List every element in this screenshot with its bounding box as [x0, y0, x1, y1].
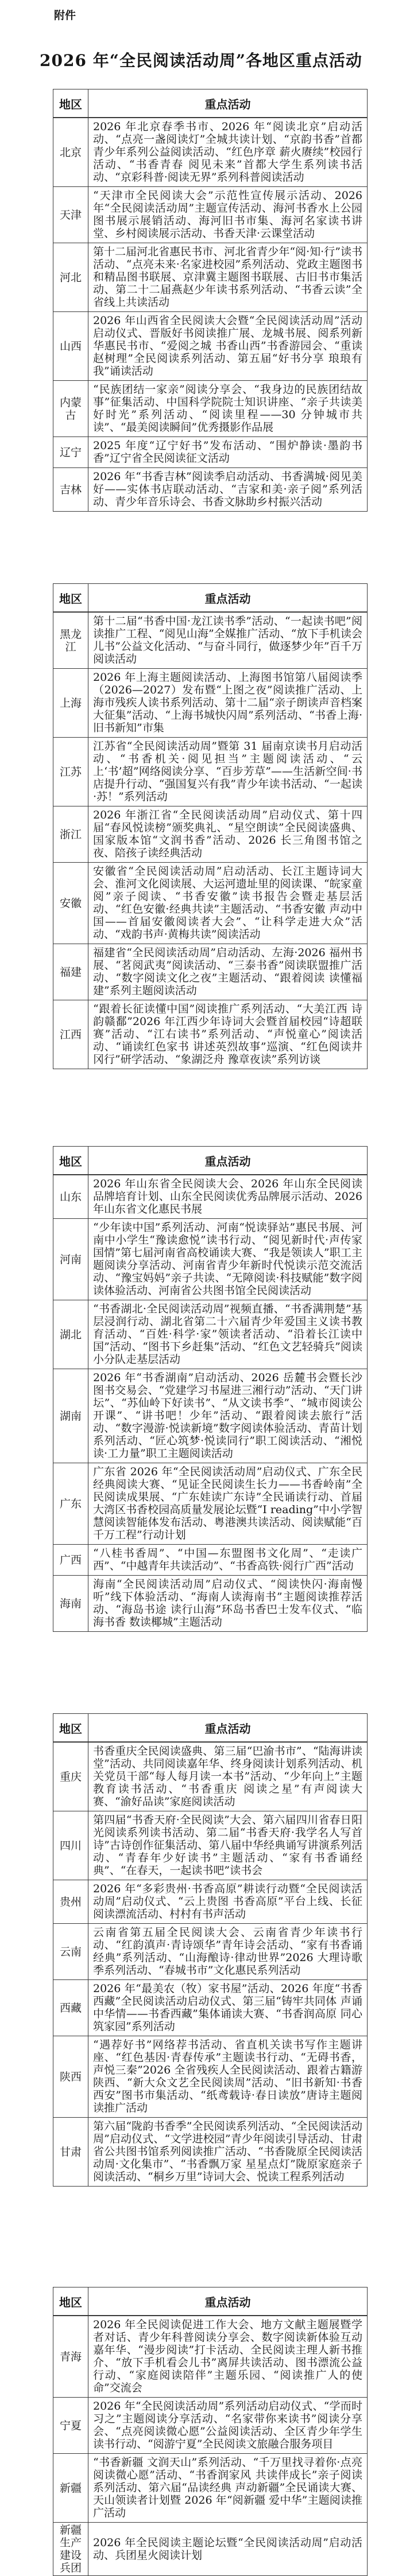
table-row — [53, 2454, 368, 2523]
region-cell: 青海 — [53, 2316, 88, 2398]
column-header-activities: 重点活动 — [88, 1714, 368, 1743]
activities-cell: “书香新疆 文润天山”系列活动、“千万里找寻着你·点亮阅读微心愿”活动、“书香润家风 共读伴成长”亲子阅读系列活动、第六届“品读经典 声动新疆”全民诵读大赛、天山领读者计划暨 2026 年“阅新疆 爱中华”主题阅读推广活动 — [88, 2454, 368, 2523]
table-row — [53, 187, 368, 243]
table-row — [53, 2036, 368, 2118]
activities-cell: 第六届“陇韵书香季”全民阅读系列活动、“全民阅读活动周”启动仪式、“文学进校园”青少年阅读引导活动、甘肃省公共图书馆系列阅读推广活动、“书香陇原全民阅读活动周·文化集市”、“书香飘万家 星星点灯”陇原家庭亲子阅读活动、“桐乡万里”诗词大会、悦读工程系列活动 — [88, 2118, 368, 2187]
table-row — [53, 1811, 368, 1880]
region-cell: 江西 — [53, 1000, 88, 1069]
table-header-row — [53, 2287, 368, 2316]
region-activities-table-1 — [53, 89, 368, 512]
table-row — [53, 1369, 368, 1463]
region-cell: 福建 — [53, 944, 88, 1000]
activities-cell: 广东省 2026 年“全民阅读活动周”启动仪式、广东全民经典阅读大赛、“见证全民阅读生长力——书香岭南”全民阅读成果展、“广东娃读广东诗”全民诵读行动、首届大湾区书香校园高质量发展论坛暨“I reading”中小学智慧阅读智能体发布活动、粤港澳共读活动、阅读赋能“百千万工程”行动计划 — [88, 1463, 368, 1545]
column-header-activities: 重点活动 — [88, 584, 368, 613]
activities-cell: 安徽省“全民阅读活动周”启动活动、长江主题诗词大会、淮河文化阅读展、大运河遗址里的阅读课、“皖家童阅”亲子阅读、“书香安徽”读书报告会暨走基层活动、“红色安徽·经典共读”主题活动、“书香安徽 声动中国——首届安徽阅读者大会”、“让科学走进大众”活动、“戏韵书声·黄梅共读”阅读活动 — [88, 863, 368, 944]
table-row — [53, 381, 368, 437]
table-row — [53, 669, 368, 738]
region-cell: 贵州 — [53, 1880, 88, 1924]
activities-cell: 海南“全民阅读活动周”启动仪式、“阅读快闪·海南慢听”线下体验活动、“海南人读海南书”主题阅读推荐活动、“海岛书途 读行山海”环岛书香巴士发车仪式、“临海书香 数读椰城”主题活动 — [88, 1576, 368, 1632]
region-activities-table-5 — [53, 2287, 368, 2576]
activities-cell: 2026 年上海主题阅读活动、上海图书馆第八届阅读季（2026—2027）发布暨“上图之夜”阅读推广活动、上海市残疾人读书系列活动、第十二届“亲子朗读声音档案大征集”活动、“上海书城快闪周”系列活动、“书香上海·旧书新知”市集 — [88, 669, 368, 738]
column-header-region: 地区 — [53, 89, 88, 118]
activities-cell: 福建省“全民阅读活动周”启动活动、左海·2026 福州书展、“茗阅武夷”阅读活动、“三泰书香”阅读联盟推广活动、“数字阅读文化之夜”主题活动、“跟着阅读 读懂福建”系列主题阅读活动 — [88, 944, 368, 1000]
table-header-row — [53, 89, 368, 118]
region-cell: 内蒙古 — [53, 381, 88, 437]
activities-cell: 2025 年度“辽宁好书”发布活动、“围炉静读·墨韵书香”辽宁省全民阅读征文活动 — [88, 437, 368, 468]
table-row — [53, 944, 368, 1000]
table-row — [53, 437, 368, 468]
table-header-row — [53, 1714, 368, 1743]
table-page-2 — [53, 583, 368, 1069]
table-page-1 — [53, 89, 368, 512]
activities-cell: 第十二届河北省惠民书市、河北省青少年“阅·知·行”读书活动、“点亮未来·名家进校园”系列活动、党政主题图书和精品图书联展、京津冀主题图书联展、古旧书市集活动、第二十二届燕赵少年读书系列活动、“书香云读”全省线上共读活动 — [88, 243, 368, 312]
table-row — [53, 738, 368, 806]
table-row — [53, 468, 368, 512]
table-row — [53, 1742, 368, 1811]
column-header-region: 地区 — [53, 1147, 88, 1175]
table-row — [53, 1300, 368, 1369]
table-row — [53, 806, 368, 863]
activities-cell: 2026 年浙江省“全民阅读活动周”启动仪式、第十四届“春风悦读榜”颁奖典礼、“星空朗读”全民阅读盛典、国家版本馆“文润书香”活动、2026 长三角图书馆之夜、陪孩子读经典活动 — [88, 806, 368, 863]
activities-cell: “书香湖北·全民阅读活动周”视频直播、“书香满荆楚”基层浸润行动、湖北省第二十六届青少年爱国主义读书教育活动、“百姓·科学·家”领读者活动、“沿着长江读中国”活动、“图书下乡赶集”活动、“红色文艺轻骑兵”阅读小分队走基层活动 — [88, 1300, 368, 1369]
region-cell: 天津 — [53, 187, 88, 243]
region-cell: 四川 — [53, 1811, 88, 1880]
region-activities-table-2 — [53, 583, 368, 1069]
table-header-row — [53, 584, 368, 613]
region-cell: 山西 — [53, 312, 88, 381]
attachment-label: 附件 — [54, 10, 76, 22]
region-cell: 宁夏 — [53, 2398, 88, 2454]
region-cell: 浙江 — [53, 806, 88, 863]
region-cell: 河北 — [53, 243, 88, 312]
activities-cell: 2026 年北京春季书市、2026 年“阅读北京”启动活动、“点亮一盏阅读灯”全城共读计划、“京韵书香”首都青少年系列公益阅读活动、“红色序章 薪火赓续”校园行活动、“书香青春 阅见未来”首都大学生系列读书活动、“京彩科普·阅读无界”系列科普阅读活动 — [88, 118, 368, 187]
activities-cell: 2026 年山东省全民阅读大会、2026 年山东全民阅读品牌培育计划、山东全民阅读优秀品牌展示活动、2026 年山东省文化惠民书展 — [88, 1175, 368, 1219]
column-header-region: 地区 — [53, 1714, 88, 1743]
activities-cell: 云南省第五届全民阅读大会、云南省青少年读书行动、“红韵滇声·青诗颂华”青年诗会活动、“家有书香诵经典”系列活动、“山海酿诗·律动世界”2026 大理诗歌季系列活动、“春城书市”文化惠民系列活动 — [88, 1924, 368, 1980]
region-cell: 广东 — [53, 1463, 88, 1545]
page-title: 2026 年“全民阅读活动周”各地区重点活动 — [40, 51, 362, 70]
column-header-activities: 重点活动 — [88, 2287, 368, 2316]
region-cell: 甘肃 — [53, 2118, 88, 2187]
activities-cell: 2026 年“多彩贵州·书香高原”耕读行动暨“全民阅读活动周”启动仪式、“云上贵图 书香高原”平台上线、长征阅读漂流活动、村村有书声活动 — [88, 1880, 368, 1924]
activities-cell: 2026 年全民阅读促进工作大会、地方文献主题展暨学者对话、青少年科普阅读分享会、数字阅读新体验互动嘉年华、“漫步阅读”打卡活动、全民阅读主理人新书推介、“放下手机看会儿书”离屏共读活动、图书漂流公益行动、“家庭阅读陪伴”主题乐园、“阅读推广人的使命”交流会 — [88, 2316, 368, 2398]
activities-cell: 2026 年“书香吉林”阅读季启动活动、书香满城·阅见美好——实体书店联动活动、“吉家和美·亲子阅”系列活动、青少年音乐诗会、书香文脉助乡村振兴活动 — [88, 468, 368, 512]
table-row — [53, 1000, 368, 1069]
table-row — [53, 1880, 368, 1924]
table-page-4 — [53, 1713, 368, 2187]
table-row — [53, 2523, 368, 2576]
region-cell: 重庆 — [53, 1742, 88, 1811]
region-cell: 辽宁 — [53, 437, 88, 468]
activities-cell: 2026 年“书香湖南”启动活动、2026 岳麓书会暨长沙图书交易会、“党建学习书屋进三湘行动”活动、“天门讲坛”、“苏仙岭下好读书”、“从文读书季”、“城市阅读公开课”、“讲书吧！少年”活动、“跟着阅读去旅行”活动、“数字漫游·悦读新境”数字阅读体验活动、青苗计划系列活动、“匠心筑梦·悦读同行”职工阅读活动、“湘悦读·工力量”职工主题阅读活动 — [88, 1369, 368, 1463]
table-row — [53, 612, 368, 669]
region-cell: 北京 — [53, 118, 88, 187]
table-row — [53, 1545, 368, 1576]
activities-cell: 第十二届“书香中国·龙江读书季”活动、“一起读书吧”阅读推广工程、“阅见山海”全媒推广活动、“放下手机读会儿书”公益文化活动、“与奋斗同行，做逐梦少年”百千万阅读活动 — [88, 612, 368, 669]
region-cell: 新疆 — [53, 2454, 88, 2523]
region-cell: 海南 — [53, 1576, 88, 1632]
table-page-3 — [53, 1146, 368, 1632]
table-row — [53, 1175, 368, 1219]
table-row — [53, 312, 368, 381]
table-row — [53, 118, 368, 187]
region-cell: 山东 — [53, 1175, 88, 1219]
region-cell: 新疆生产建设兵团 — [53, 2523, 88, 2576]
activities-cell: “少年读中国”系列活动、河南“悦读驿站”惠民书展、河南中小学生“豫读愈悦”读书行动、“阅见新时代·声传家国情”第七届河南省高校诵读大赛、“我是领读人”职工主题阅读分享活动、河南省青少年新时代悦读示范交流活动、“豫宝妈妈”亲子共读、“无障阅读·科技赋能”数字阅读体验活动、河南省公共图书馆全民阅读活动 — [88, 1219, 368, 1300]
activities-cell: “天津市全民阅读大会”示范性宣传展示活动、2026 年“全民阅读活动周”主题宣传活动、海河书香水上公园图书展示展销活动、海河旧书市集、海河名家读书讲堂、乡村阅读展示活动、书香天津·云课堂活动 — [88, 187, 368, 243]
activities-cell: 2026 年“全民阅读活动周”系列活动启动仪式、“学而时习之”主题阅读分享活动、“名家带你来读书”阅读分享会、“点亮阅读微心愿”公益阅读活动、全区青少年学生读书行动、“阅游宁夏”全民阅读文旅融合服务项目 — [88, 2398, 368, 2454]
activities-cell: “八桂书香周”、“中国—东盟图书文化周”、“走读广西”、“中越青年共读活动”、“书香高铁·阅行广西”活动 — [88, 1545, 368, 1576]
column-header-activities: 重点活动 — [88, 1147, 368, 1175]
region-cell: 河南 — [53, 1219, 88, 1300]
region-cell: 云南 — [53, 1924, 88, 1980]
region-cell: 湖南 — [53, 1369, 88, 1463]
table-row — [53, 2118, 368, 2187]
activities-cell: 2026 年全民阅读主题论坛暨“全民阅读活动周”启动活动、兵团星火阅读计划 — [88, 2523, 368, 2576]
region-activities-table-4 — [53, 1713, 368, 2187]
table-row — [53, 1463, 368, 1545]
activities-cell: 2026 年山西省全民阅读大会暨“全民阅读活动周”活动启动仪式、晋版好书阅读推广展、龙城书展、阅系列新华惠民书市、“爱阅之城 书香山西”书香游园会、“重读赵树理”全民阅读系列活动、第五届“好书分享 琅琅有我”诵读活动 — [88, 312, 368, 381]
column-header-region: 地区 — [53, 584, 88, 613]
activities-cell: “跟着长征读懂中国”阅读推广系列活动、“大美江西 诗韵赣鄱”2026 年江西少年诗词大会暨首届校园“诗超联赛”活动、“江右读书”系列活动、“声悦童心”阅读活动、“诵读红色家书 讲述英烈故事”巡演、“红色阅读井冈行”研学活动、“象湖泛舟 豫章夜读”系列访谈 — [88, 1000, 368, 1069]
table-header-row — [53, 1147, 368, 1175]
table-row — [53, 1924, 368, 1980]
table-row — [53, 1980, 368, 2036]
table-row — [53, 1219, 368, 1300]
activities-cell: 江苏省“全民阅读活动周”暨第 31 届南京读书月启动活动、“书香机关·阅见担当”主题阅读活动、“云上‘书’超”网络阅读分享、“百步芳草”——生活新空间·书店提升行动、“强国复兴有我”青少年读书活动、“一起读·苏！”系列活动 — [88, 738, 368, 806]
region-cell: 湖北 — [53, 1300, 88, 1369]
region-cell: 安徽 — [53, 863, 88, 944]
activities-cell: 第四届“书香天府·全民阅读”大会、第六届四川省春日阳光阅读系列读书活动、第二届“书香天府·我学名人写首诗”古诗创作征集活动、第八届中华经典诵写讲演系列活动、“青春年少好读书”主题活动、“家有书香诵经典”、“在春天，一起读书吧”读书会 — [88, 1811, 368, 1880]
region-cell: 上海 — [53, 669, 88, 738]
table-row — [53, 2316, 368, 2398]
region-cell: 江苏 — [53, 738, 88, 806]
region-cell: 陕西 — [53, 2036, 88, 2118]
column-header-activities: 重点活动 — [88, 89, 368, 118]
table-row — [53, 863, 368, 944]
activities-cell: 书香重庆全民阅读盛典、第三届“巴渝书市”、“陆海讲读堂”活动、共同阅读嘉年华、终身阅读计划系列活动、机关党员干部“每人每月读一本书”活动、“少年向上”主题教育读书活动、“书香重庆 阅读之星”有声阅读大赛、“渝好品读”家庭阅读活动 — [88, 1742, 368, 1811]
table-row — [53, 2398, 368, 2454]
activities-cell: “遇荐好书”网络荐书活动、省直机关读书写作主题讲座、“红色基因·青春传承”主题读书行动、“无碍书香，声悦三秦”2026 全省残疾人全民阅读活动、跟着古籍游陕西、“新大众文艺全民阅读周”活动、“旧书新知·书香西安”图书市集活动、“纸鸢载诗·春日读放”唐诗主题阅读推广活动 — [88, 2036, 368, 2118]
region-cell: 西藏 — [53, 1980, 88, 2036]
table-page-5 — [53, 2287, 368, 2576]
activities-cell: 2026 年“最美农（牧）家书屋”活动、2026 年度“书香西藏”全民阅读活动启动仪式、第三届“铸牢共同体 声诵中华情——书香西藏”集体诵读大赛、“书香润高原 同心筑家园”系列活动 — [88, 1980, 368, 2036]
region-cell: 吉林 — [53, 468, 88, 512]
column-header-region: 地区 — [53, 2287, 88, 2316]
table-row — [53, 243, 368, 312]
activities-cell: “民族团结一家亲”阅读分享会、“我身边的民族团结故事”征集活动、中国科学院院士知识讲座、“亲子共读美好时光”系列活动、“阅读里程——30 分钟城市共读”、“最美阅读瞬间”优秀摄影作品展 — [88, 381, 368, 437]
region-cell: 黑龙江 — [53, 612, 88, 669]
table-row — [53, 1576, 368, 1632]
region-activities-table-3 — [53, 1146, 368, 1632]
region-cell: 广西 — [53, 1545, 88, 1576]
